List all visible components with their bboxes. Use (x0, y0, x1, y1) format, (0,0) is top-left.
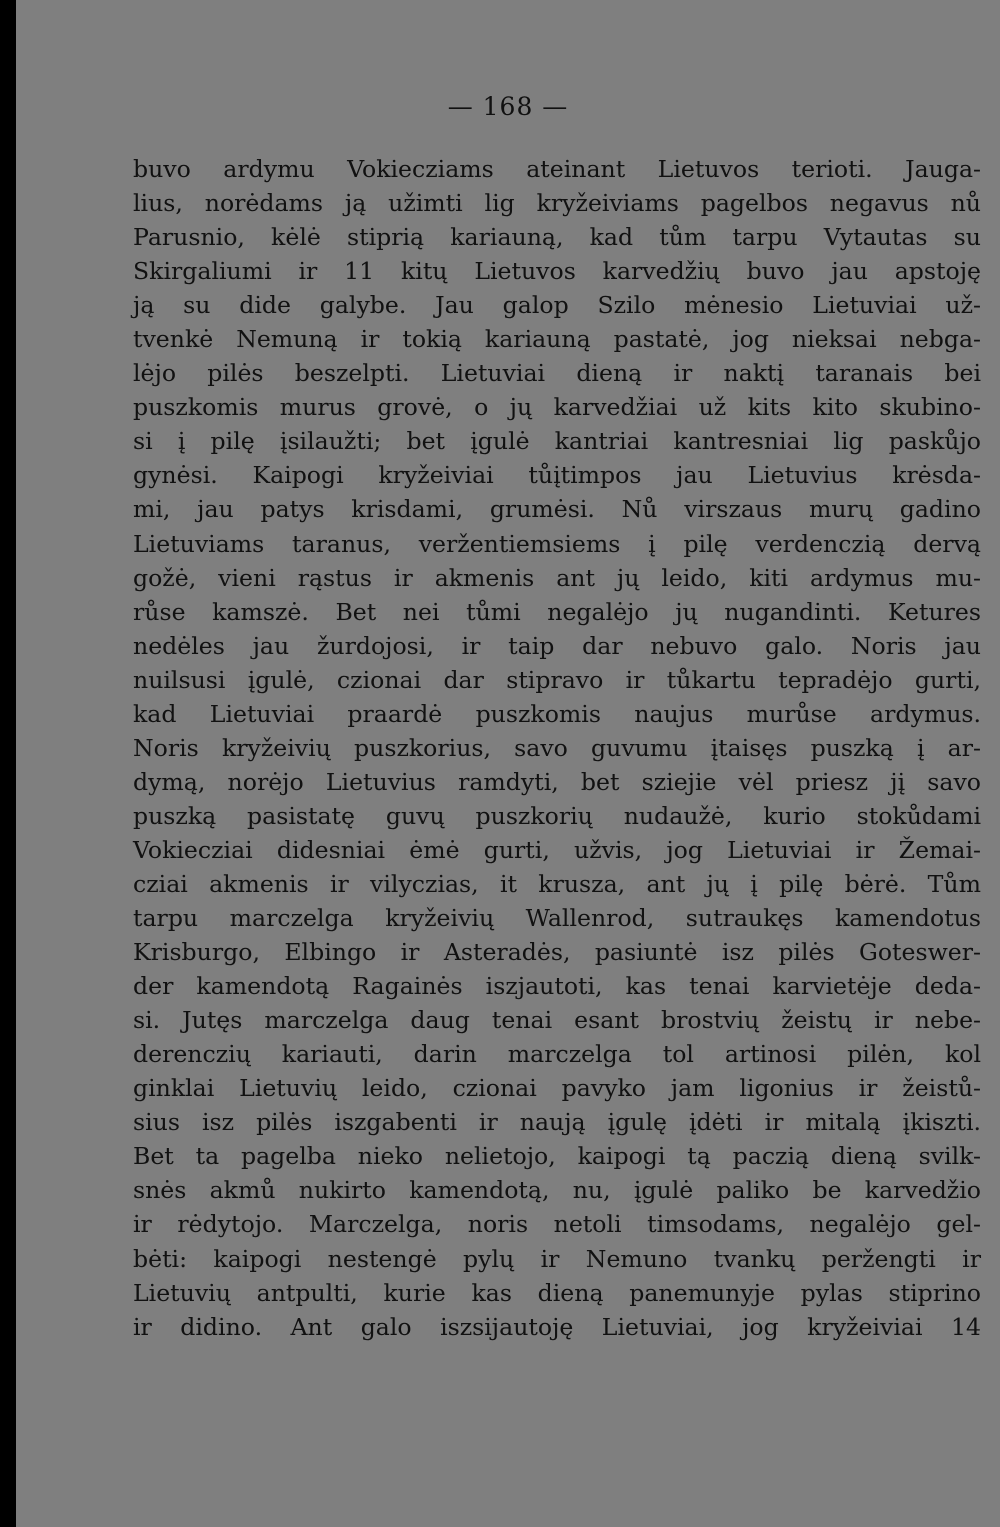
text-line: Lietuvių antpulti, kurie kas dieną panemunyje pylas stiprino (133, 1278, 981, 1307)
text-line: derenczių kariauti, darin marczelga tol artinosi pilėn, kol (133, 1040, 981, 1069)
page-number: — 168 — (447, 92, 569, 121)
text-line: gožė, vieni rąstus ir akmenis ant jų leido, kiti ardymus mu- (133, 563, 981, 592)
text-line: si. Jutęs marczelga daug tenai esant brostvių žeistų ir nebe- (133, 1006, 981, 1035)
text-line: Krisburgo, Elbingo ir Asteradės, pasiuntė isz pilės Goteswer- (133, 938, 981, 967)
text-line: ginklai Lietuvių leido, czionai pavyko jam ligonius ir žeistů- (133, 1074, 981, 1103)
book-page (16, 0, 1000, 1527)
text-line: růse kamszė. Bet nei tůmi negalėjo jų nugandinti. Ketures (133, 597, 981, 626)
text-line: si į pilę įsilaužti; bet įgulė kantriai kantresniai lig paskůjo (133, 427, 981, 456)
text-line: Lietuviams taranus, veržentiemsiems į pilę verdenczią dervą (133, 529, 981, 558)
text-line: Vokiecziai didesniai ėmė gurti, užvis, jog Lietuviai ir Žemai- (133, 835, 981, 864)
text-line: buvo ardymu Vokiecziams ateinant Lietuvos terioti. Jauga- (133, 155, 981, 183)
text-line: Noris kryžeivių puszkorius, savo guvumu įtaisęs puszką į ar- (133, 733, 981, 762)
text-line: dymą, norėjo Lietuvius ramdyti, bet sziejie vėl priesz jį savo (133, 767, 981, 796)
text-line: Parusnio, kėlė stiprią kariauną, kad tům tarpu Vytautas su (133, 223, 981, 252)
text-line: der kamendotą Ragainės iszjautoti, kas tenai karvietėje deda- (133, 972, 981, 1001)
text-line: kad Lietuviai praardė puszkomis naujus murůse ardymus. (133, 699, 981, 728)
text-line: gynėsi. Kaipogi kryžeiviai tůįtimpos jau Lietuvius krėsda- (133, 461, 981, 490)
text-line: lius, norėdams ją užimti lig kryžeiviams pagelbos negavus nů (133, 189, 981, 218)
text-line: nuilsusi įgulė, czionai dar stipravo ir tůkartu tepradėjo gurti, (133, 665, 981, 694)
text-line: ją su dide galybe. Jau galop Szilo mėnesio Lietuviai už- (133, 291, 981, 320)
text-line: nedėles jau žurdojosi, ir taip dar nebuvo galo. Noris jau (133, 631, 981, 660)
text-line: sius isz pilės iszgabenti ir naują įgulę įdėti ir mitalą įkiszti. (133, 1108, 981, 1137)
text-line: snės akmů nukirto kamendotą, nu, įgulė paliko be karvedžio (133, 1176, 981, 1205)
text-line: tarpu marczelga kryžeivių Wallenrod, sutraukęs kamendotus (133, 904, 981, 933)
text-line: cziai akmenis ir vilyczias, it krusza, ant jų į pilę bėrė. Tům (133, 869, 981, 898)
text-line: ir didino. Ant galo iszsijautoję Lietuviai, jog kryžeiviai 14 (133, 1312, 981, 1341)
text-line: puszką pasistatę guvų puszkorių nudaužė, kurio stokůdami (133, 801, 981, 830)
text-line: puszkomis murus grovė, o jų karvedžiai už kits kito skubino- (133, 393, 981, 422)
text-line: Skirgaliumi ir 11 kitų Lietuvos karvedžių buvo jau apstoję (133, 257, 981, 286)
text-line: Bet ta pagelba nieko nelietojo, kaipogi tą paczią dieną svilk- (133, 1142, 981, 1171)
body-text (133, 152, 981, 1344)
text-line: tvenkė Nemuną ir tokią kariauną pastatė, jog nieksai nebga- (133, 325, 981, 354)
text-line: lėjo pilės beszelpti. Lietuviai dieną ir naktį taranais bei (133, 359, 981, 388)
text-line: mi, jau patys krisdami, grumėsi. Nů virszaus murų gadino (133, 495, 981, 524)
text-line: ir rėdytojo. Marczelga, noris netoli timsodams, negalėjo gel- (133, 1210, 981, 1239)
text-line: bėti: kaipogi nestengė pylų ir Nemuno tvankų peržengti ir (133, 1244, 981, 1273)
